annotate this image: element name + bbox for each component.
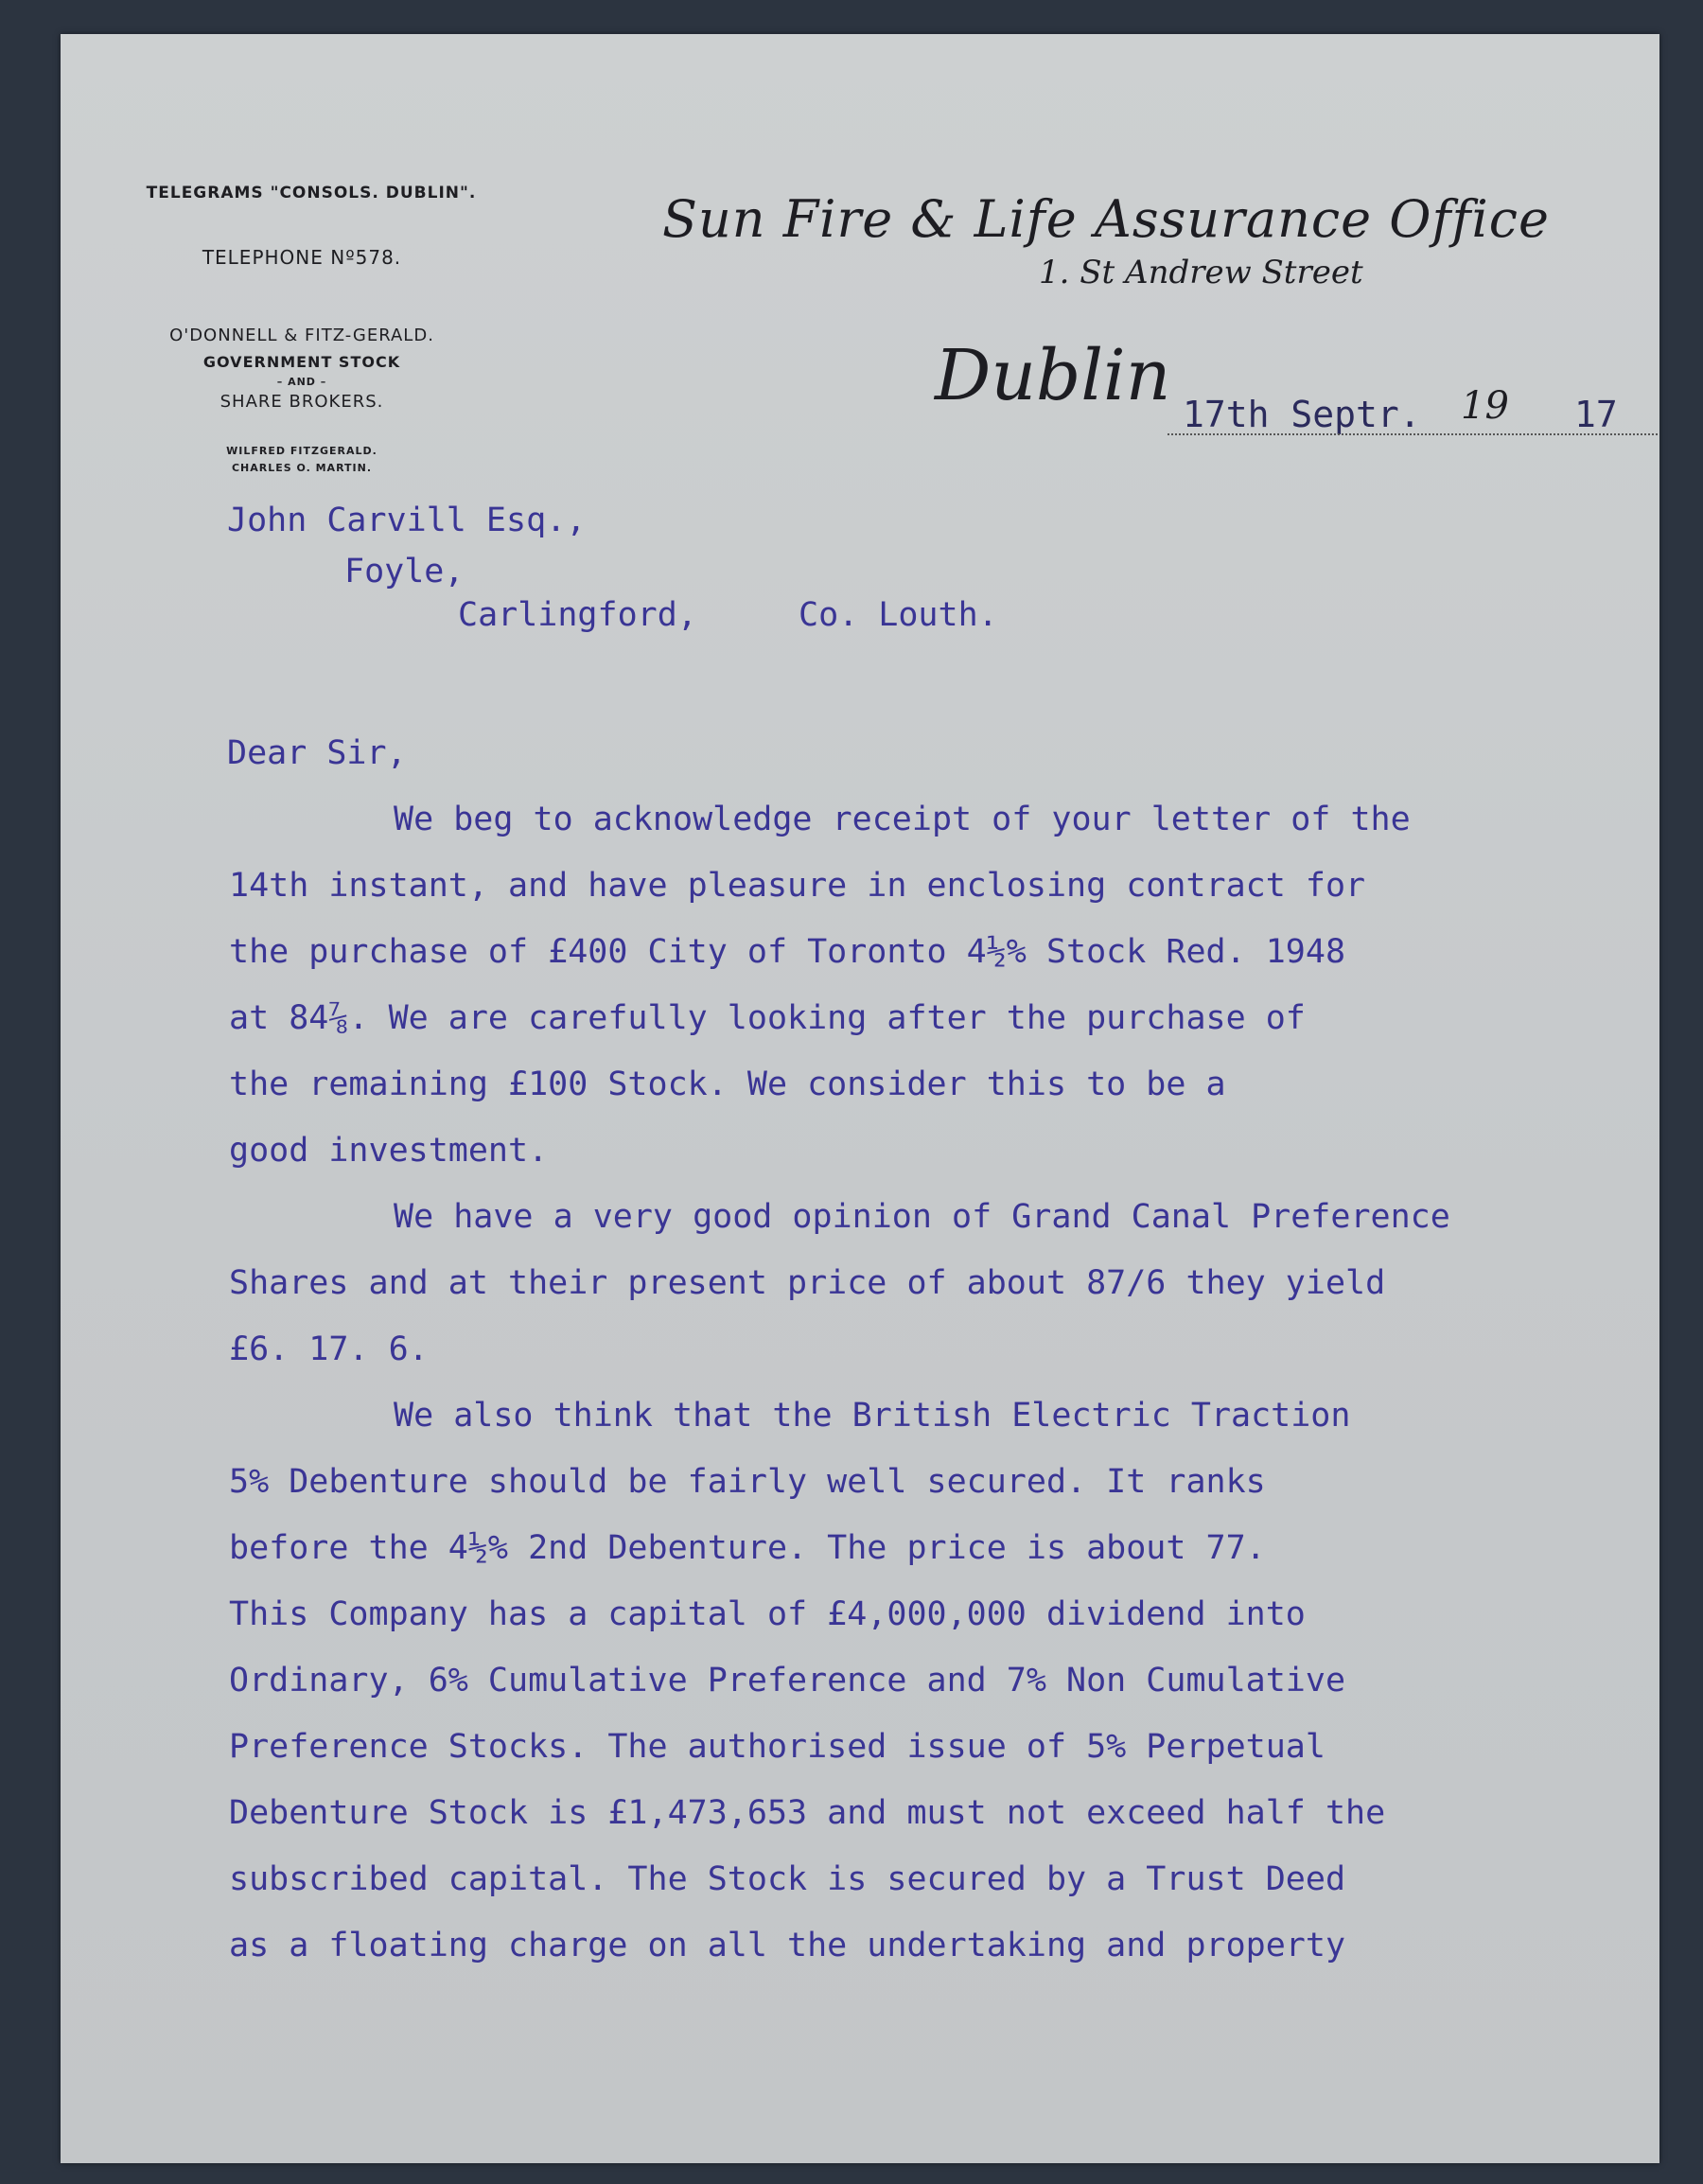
body-line: 5% Debenture should be fairly well secured. It ranks: [229, 1463, 1266, 1501]
firm-name: O'DONNELL & FITZ-GERALD.: [169, 326, 434, 345]
body-line: Preference Stocks. The authorised issue of 5% Perpetual: [229, 1728, 1326, 1766]
date-typed: 17th Septr.: [1183, 394, 1421, 435]
firm-line-1: GOVERNMENT STOCK: [202, 353, 401, 371]
body-line: subscribed capital. The Stock is secured by a Trust Deed: [229, 1860, 1346, 1898]
body-line: Ordinary, 6% Cumulative Preference and 7% Non Cumulative: [229, 1662, 1346, 1700]
body-line: before the 4½% 2nd Debenture. The price is about 77.: [229, 1529, 1266, 1567]
body-line: Debenture Stock is £1,473,653 and must not exceed half the: [229, 1794, 1386, 1832]
city-name: Dublin: [935, 335, 1171, 416]
letter-page: [61, 34, 1659, 2163]
body-line: Shares and at their present price of about 87/6 they yield: [229, 1264, 1386, 1302]
year-prefix: 19: [1461, 384, 1509, 428]
body-line: We have a very good opinion of Grand Canal Preference: [394, 1198, 1450, 1236]
office-street: 1. St Andrew Street: [1039, 254, 1363, 291]
date-rule: [1168, 433, 1659, 435]
body-line: We beg to acknowledge receipt of your letter of the: [394, 801, 1411, 838]
address-line-2: Carlingford,: [458, 596, 697, 634]
body-line: We also think that the British Electric Traction: [394, 1397, 1351, 1435]
addressee-name: John Carvill Esq.,: [227, 502, 587, 539]
partner-2: CHARLES O. MARTIN.: [231, 462, 373, 474]
body-line: the remaining £100 Stock. We consider this to be a: [229, 1066, 1226, 1103]
firm-line-3: SHARE BROKERS.: [219, 392, 384, 412]
salutation: Dear Sir,: [227, 734, 407, 772]
year-suffix: 17: [1574, 394, 1618, 435]
body-line: This Company has a capital of £4,000,000 dividend into: [229, 1595, 1306, 1633]
telegrams-line: TELEGRAMS "CONSOLS. DUBLIN".: [146, 184, 477, 203]
body-line: good investment.: [229, 1132, 549, 1170]
body-line: £6. 17. 6.: [229, 1330, 429, 1368]
address-county: Co. Louth.: [799, 596, 998, 634]
address-line-1: Foyle,: [344, 553, 465, 590]
firm-line-2: – AND –: [276, 376, 327, 388]
body-line: as a floating charge on all the undertaking and property: [229, 1927, 1346, 1964]
body-line: at 84⅞. We are carefully looking after the purchase of: [229, 999, 1306, 1037]
partner-1: WILFRED FITZGERALD.: [226, 445, 377, 457]
office-name: Sun Fire & Life Assurance Office: [662, 189, 1550, 249]
telephone-line: TELEPHONE Nº578.: [202, 246, 402, 269]
body-line: 14th instant, and have pleasure in enclosing contract for: [229, 867, 1366, 905]
body-line: the purchase of £400 City of Toronto 4½% Stock Red. 1948: [229, 933, 1346, 971]
